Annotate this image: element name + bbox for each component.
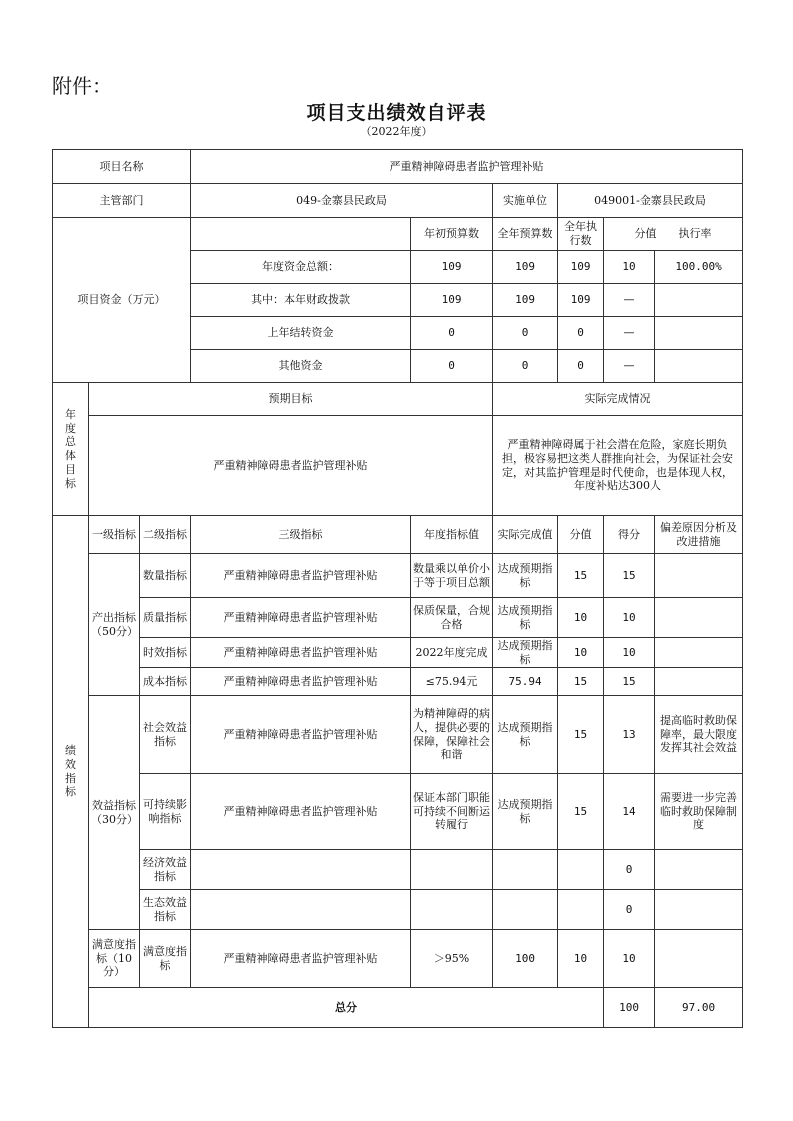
benefit-group: 效益指标（30分） (89, 696, 140, 930)
perf-l3: 严重精神障碍患者监护管理补贴 (191, 598, 411, 638)
expected-goal: 严重精神障碍患者监护管理补贴 (89, 416, 493, 516)
funds-rate: 100.00% (655, 251, 743, 284)
perf-l3: 严重精神障碍患者监护管理补贴 (191, 774, 411, 850)
perf-score: 13 (604, 696, 655, 774)
perf-row (53, 554, 743, 598)
actual-goal: 严重精神障碍属于社会潜在危险，家庭长期负担，极容易把这类人群推向社会，为保证社会安定，对其监护管理是时代使命，也是体现人权，年度补贴达300人 (493, 416, 743, 516)
perf-l2: 时效指标 (140, 638, 191, 668)
perf-header-actual: 实际完成值 (493, 516, 558, 554)
perf-target: 2022年度完成 (411, 638, 493, 668)
perf-target: 保质保量，合规合格 (411, 598, 493, 638)
perf-l2: 数量指标 (140, 554, 191, 598)
funds-label: 项目资金（万元） (53, 218, 191, 383)
page-title: 项目支出绩效自评表 (306, 102, 487, 124)
output-group: 产出指标（50分） (89, 554, 140, 696)
perf-actual: 达成预期指标 (493, 774, 558, 850)
perf-row (53, 930, 743, 988)
perf-header-val: 分值 (558, 516, 604, 554)
funds-header-full: 全年预算数 (493, 218, 558, 251)
funds-row-label: 上年结转资金 (191, 317, 411, 350)
total-label: 总分 (89, 988, 604, 1028)
attachment-label: 附件： (52, 74, 112, 98)
perf-header-l2: 二级指标 (140, 516, 191, 554)
perf-val: 15 (558, 554, 604, 598)
perf-val: 10 (558, 930, 604, 988)
perf-val: 15 (558, 696, 604, 774)
perf-actual (493, 850, 558, 890)
funds-exec: 109 (558, 284, 604, 317)
funds-score-val: — (604, 284, 655, 317)
perf-val: 10 (558, 638, 604, 668)
perf-note (655, 668, 743, 696)
perf-score: 10 (604, 930, 655, 988)
perf-actual: 达成预期指标 (493, 638, 558, 668)
funds-header-exec: 全年执行数 (558, 218, 604, 251)
funds-exec: 109 (558, 251, 604, 284)
perf-l2: 成本指标 (140, 668, 191, 696)
funds-row-label: 年度资金总额： (191, 251, 411, 284)
perf-header-target: 年度指标值 (411, 516, 493, 554)
perf-l2: 满意度指标 (140, 930, 191, 988)
funds-score-val: 10 (604, 251, 655, 284)
perf-val: 15 (558, 668, 604, 696)
perf-l3 (191, 890, 411, 930)
perf-note (655, 598, 743, 638)
perf-l3: 严重精神障碍患者监护管理补贴 (191, 668, 411, 696)
perf-row (53, 598, 743, 638)
perf-l2: 经济效益指标 (140, 850, 191, 890)
perf-score: 10 (604, 598, 655, 638)
perf-row (53, 774, 743, 850)
perf-target: 为精神障碍的病人，提供必要的保障，保障社会和谐 (411, 696, 493, 774)
perf-actual: 达成预期指标 (493, 598, 558, 638)
perf-target (411, 850, 493, 890)
perf-target: ＞95% (411, 930, 493, 988)
perf-note: 提高临时救助保障率，最大限度发挥其社会效益 (655, 696, 743, 774)
perf-row (53, 850, 743, 890)
perf-target: ≤75.94元 (411, 668, 493, 696)
perf-row (53, 638, 743, 668)
funds-full: 109 (493, 251, 558, 284)
perf-l2: 社会效益指标 (140, 696, 191, 774)
perf-target: 保证本部门职能可持续不间断运转履行 (411, 774, 493, 850)
perf-val: 10 (558, 598, 604, 638)
perf-header-l1: 一级指标 (89, 516, 140, 554)
funds-full: 0 (493, 350, 558, 383)
perf-note: 需要进一步完善临时救助保障制度 (655, 774, 743, 850)
actual-goal-header: 实际完成情况 (493, 383, 743, 416)
perf-score: 0 (604, 850, 655, 890)
perf-note (655, 554, 743, 598)
perf-val: 15 (558, 774, 604, 850)
funds-init: 109 (411, 251, 493, 284)
project-name-label: 项目名称 (53, 150, 191, 184)
perf-l3: 严重精神障碍患者监护管理补贴 (191, 930, 411, 988)
perf-score: 0 (604, 890, 655, 930)
perf-note (655, 638, 743, 668)
funds-row-label: 其中：本年财政拨款 (191, 284, 411, 317)
perf-score: 14 (604, 774, 655, 850)
funds-header-blank (191, 218, 411, 251)
project-name: 严重精神障碍患者监护管理补贴 (191, 150, 743, 184)
perf-l3: 严重精神障碍患者监护管理补贴 (191, 554, 411, 598)
perf-val (558, 850, 604, 890)
perf-score: 10 (604, 638, 655, 668)
funds-init: 0 (411, 317, 493, 350)
satisfaction-group: 满意度指标（10分） (89, 930, 140, 988)
annual-goal-label: 年 度 总 体 目 标 (53, 383, 89, 516)
perf-row (53, 890, 743, 930)
perf-header-score: 得分 (604, 516, 655, 554)
perf-note (655, 930, 743, 988)
funds-rate (655, 317, 743, 350)
dept-value: 049-金寨县民政局 (191, 184, 493, 218)
perf-score: 15 (604, 554, 655, 598)
perf-l2: 可持续影响指标 (140, 774, 191, 850)
impl-value: 049001-金寨县民政局 (558, 184, 743, 218)
funds-init: 0 (411, 350, 493, 383)
funds-header-init: 年初预算数 (411, 218, 493, 251)
perf-target: 数量乘以单价小于等于项目总额 (411, 554, 493, 598)
funds-rate (655, 284, 743, 317)
perf-note (655, 850, 743, 890)
funds-full: 0 (493, 317, 558, 350)
perf-actual: 达成预期指标 (493, 696, 558, 774)
perf-l2: 生态效益指标 (140, 890, 191, 930)
perf-row (53, 696, 743, 774)
total-val: 100 (604, 988, 655, 1028)
funds-score-val: — (604, 317, 655, 350)
expected-goal-header: 预期目标 (89, 383, 493, 416)
year-subtitle: （2022年度） (360, 125, 433, 138)
dept-label: 主管部门 (53, 184, 191, 218)
perf-actual (493, 890, 558, 930)
perf-val (558, 890, 604, 930)
funds-score-val: — (604, 350, 655, 383)
funds-rate (655, 350, 743, 383)
impl-label: 实施单位 (493, 184, 558, 218)
perf-note (655, 890, 743, 930)
perf-row (53, 668, 743, 696)
perf-actual: 达成预期指标 (493, 554, 558, 598)
funds-header-score-rate: 分值 执行率 (604, 218, 743, 251)
funds-full: 109 (493, 284, 558, 317)
perf-label: 绩 效 指 标 (53, 516, 89, 1028)
funds-row-label: 其他资金 (191, 350, 411, 383)
funds-exec: 0 (558, 350, 604, 383)
funds-init: 109 (411, 284, 493, 317)
perf-l3: 严重精神障碍患者监护管理补贴 (191, 638, 411, 668)
total-score: 97.00 (655, 988, 743, 1028)
perf-l3: 严重精神障碍患者监护管理补贴 (191, 696, 411, 774)
perf-l3 (191, 850, 411, 890)
perf-actual: 75.94 (493, 668, 558, 696)
perf-target (411, 890, 493, 930)
evaluation-table (52, 149, 743, 1028)
perf-header-note: 偏差原因分析及改进措施 (655, 516, 743, 554)
perf-l2: 质量指标 (140, 598, 191, 638)
funds-exec: 0 (558, 317, 604, 350)
perf-score: 15 (604, 668, 655, 696)
perf-header-l3: 三级指标 (191, 516, 411, 554)
perf-actual: 100 (493, 930, 558, 988)
